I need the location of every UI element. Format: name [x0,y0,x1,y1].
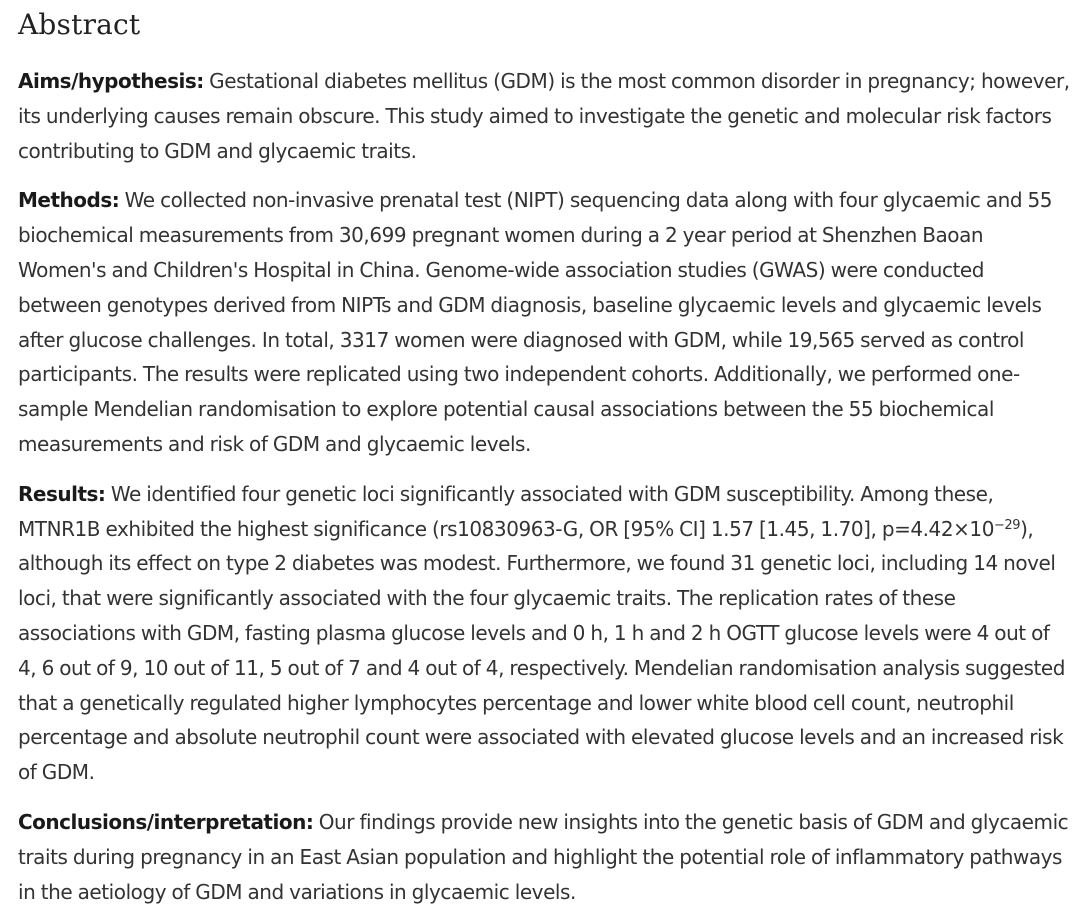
conclusions-text: Our findings provide new insights into the genetic basis of GDM and glycaemic traits during pregnancy in an East Asian population and highlight the potential role of inflammatory pathways in the aetiology of GDM and variations in glycaemic levels. [18,809,1069,904]
conclusions-paragraph [18,805,1070,909]
results-paragraph [18,477,1070,790]
methods-label: Methods: [18,188,120,213]
p-value-exponent: −29 [993,517,1021,533]
abstract-section [18,0,1070,909]
methods-paragraph [18,183,1070,461]
abstract-heading: Abstract [18,8,141,41]
results-text-after: ), although its effect on type 2 diabetes was modest. Furthermore, we found 31 genetic loci, including 14 novel loci, that were significantly associated with the four glycaemic traits. The replication rates of these associations with GDM, fasting plasma glucose levels and 0 h, 1 h and 2 h OGTT glucose levels were 4 out of 4, 6 out of 9, 10 out of 11, 5 out of 7 and 4 out of 4, respectively. Mendelian randomisation analysis suggested that a genetically regulated higher lymphocytes percentage and lower white blood cell count, neutrophil percentage and absolute neutrophil count were associated with elevated glucose levels and an increased risk of GDM. [18,516,1065,785]
aims-text: Gestational diabetes mellitus (GDM) is the most common disorder in pregnancy; however, its underlying causes remain obscure. This study aimed to investigate the genetic and molecular risk factors contributing to GDM and glycaemic traits. [18,69,1070,163]
aims-paragraph [18,64,1070,168]
methods-text: We collected non-invasive prenatal test (NIPT) sequencing data along with four glycaemic and 55 biochemical measurements from 30,699 pregnant women during a 2 year period at Shenzhen Baoan Women's and Children's Hospital in China. Genome-wide association studies (GWAS) were conducted between genotypes derived from NIPTs and GDM diagnosis, baseline glycaemic levels and glycaemic levels after glucose challenges. In total, 3317 women were diagnosed with GDM, while 19,565 served as control participants. The results were replicated using two independent cohorts. Additionally, we performed one-sample Mendelian randomisation to explore potential causal associations between the 55 biochemical measurements and risk of GDM and glycaemic levels. [18,188,1053,456]
conclusions-label: Conclusions/interpretation: [18,809,314,834]
results-label: Results: [18,481,106,506]
results-text-before: We identified four genetic loci significantly associated with GDM susceptibility. Among these, MTNR1B exhibited the highest significance (rs10830963-G, OR [95% CI] 1.57 [1.45, 1.70], p=4.42×10 [18,481,994,541]
aims-label: Aims/hypothesis: [18,69,204,93]
